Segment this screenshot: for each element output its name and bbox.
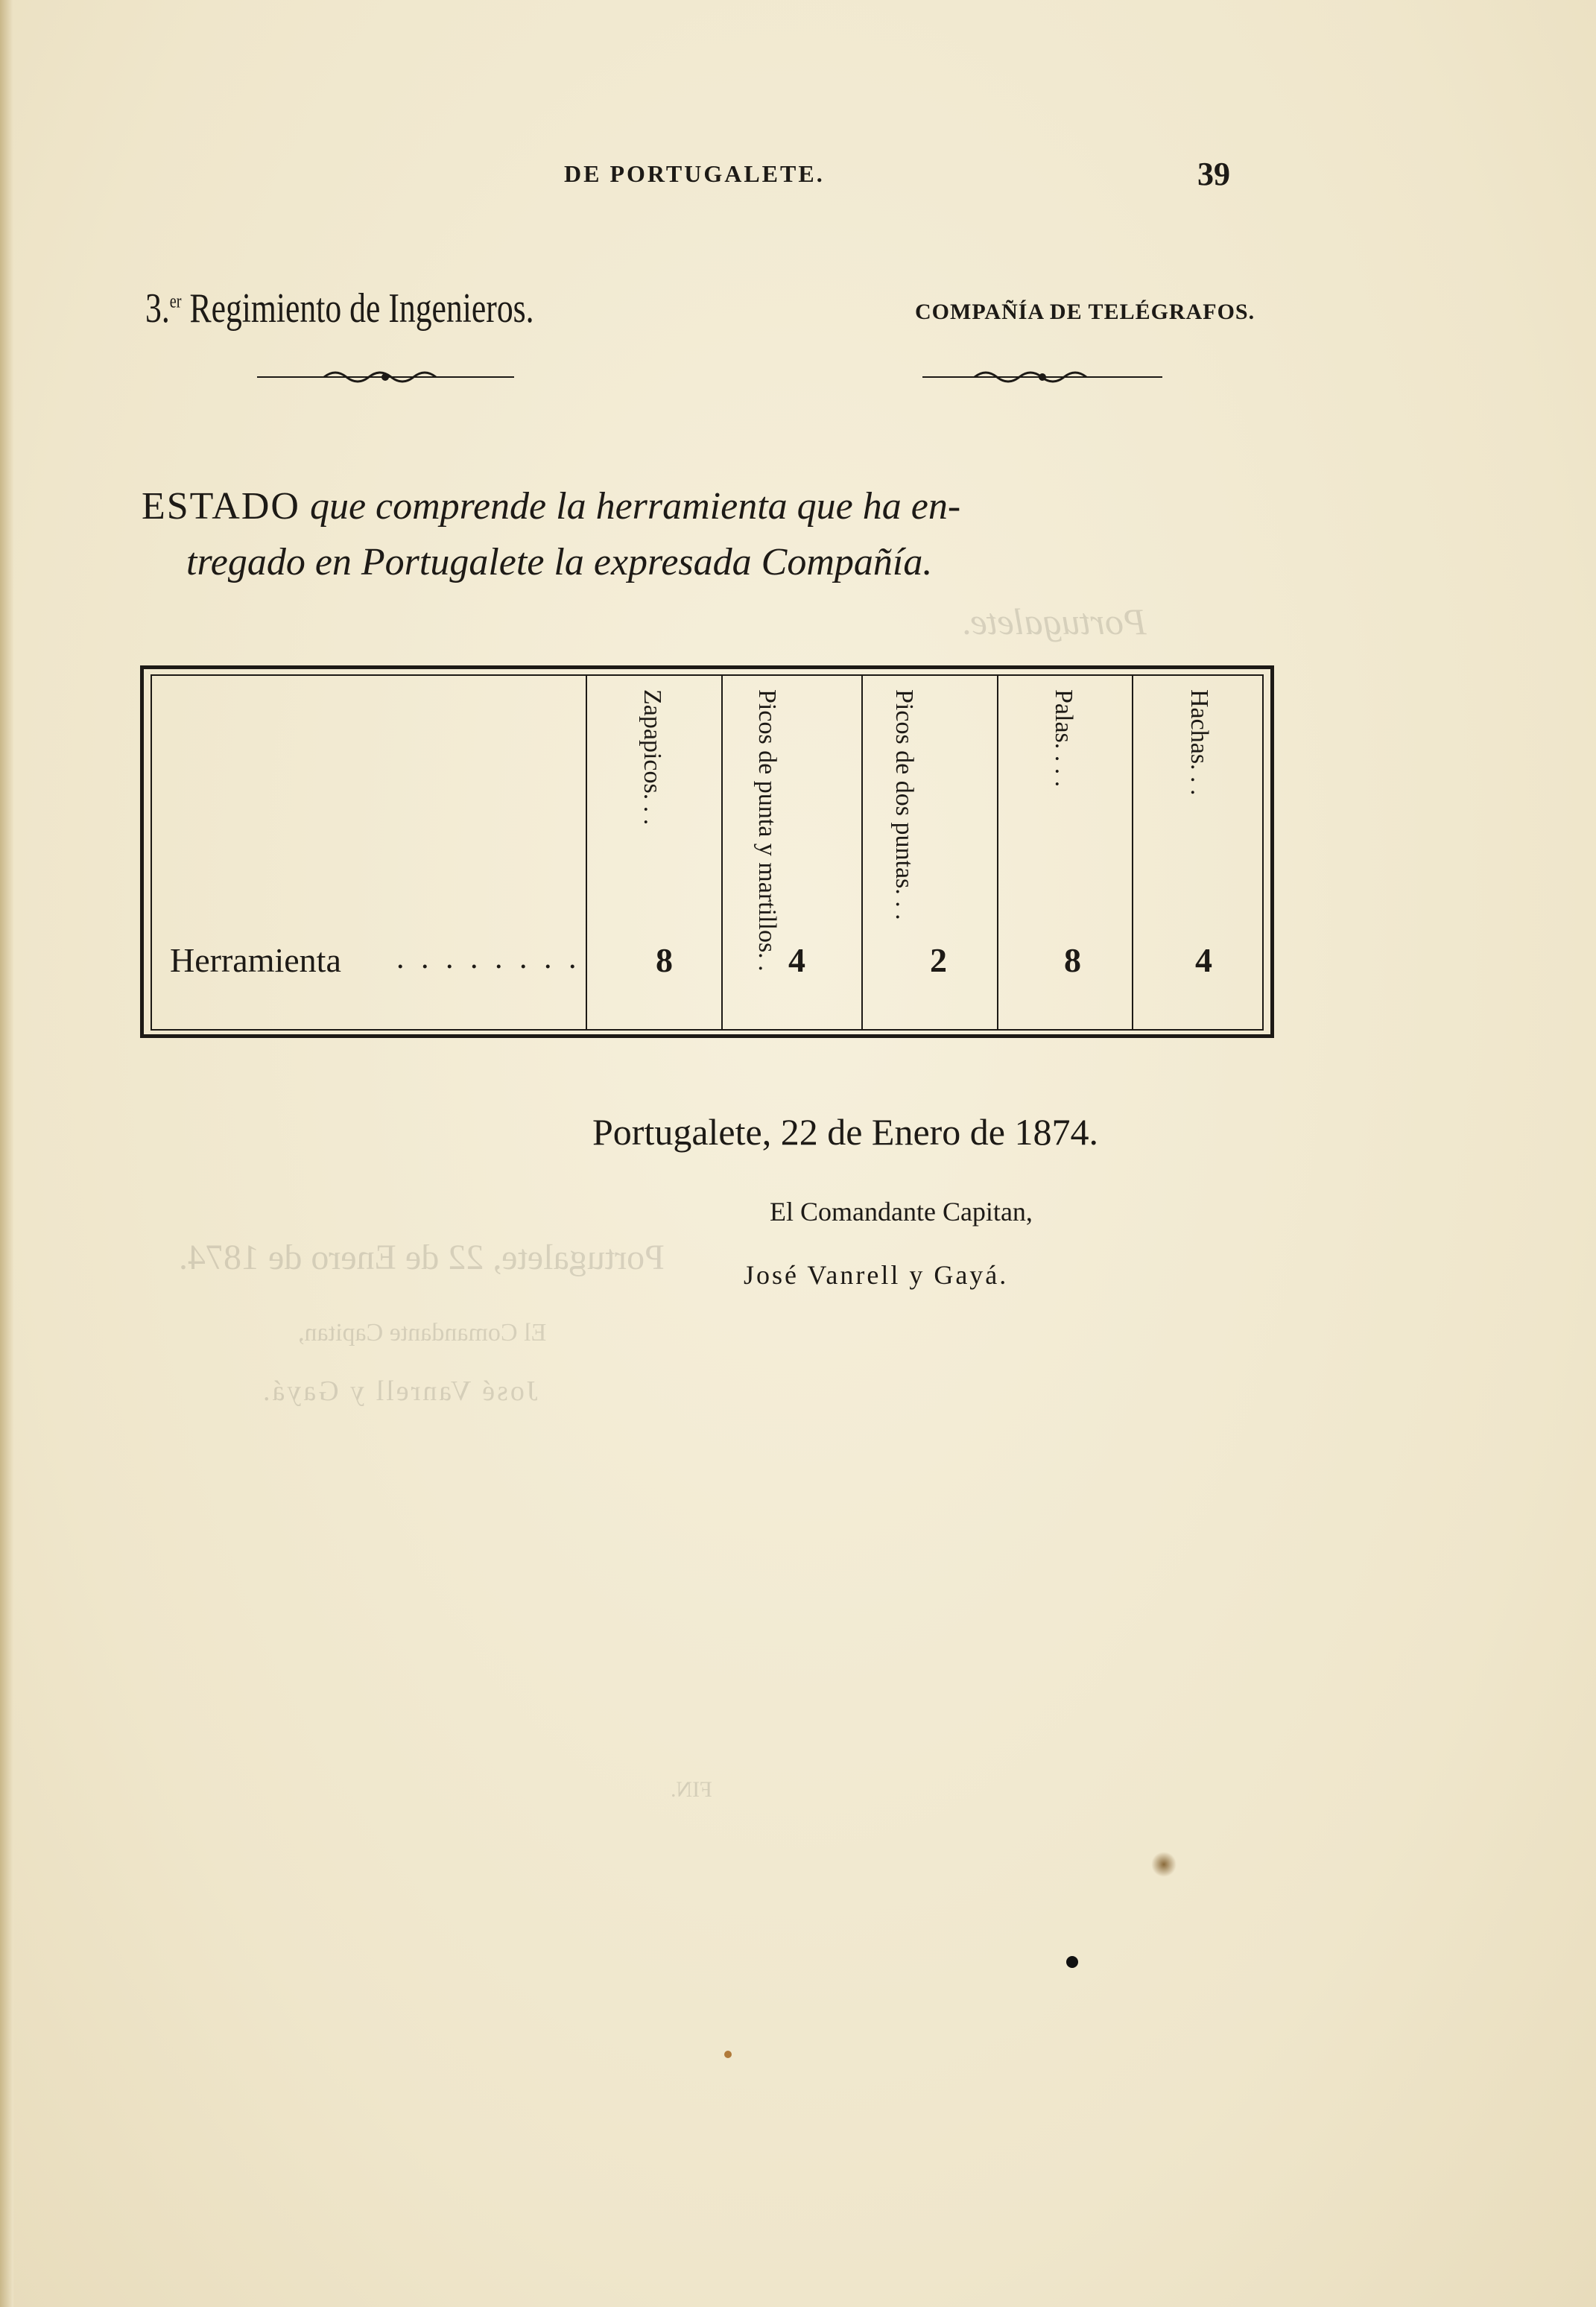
regiment-number: 3. xyxy=(145,285,170,332)
paper-speck xyxy=(724,2051,732,2058)
value-palas: 8 xyxy=(1064,941,1081,979)
signature-title: El Comandante Capitan, xyxy=(770,1197,1033,1227)
place-date-line: Portugalete, 22 de Enero de 1874. xyxy=(592,1111,1098,1153)
bleed-through-title: El Comandante Capitan, xyxy=(298,1319,547,1346)
column-header-picos-punta: Picos de punta y martillos. . xyxy=(753,689,781,972)
column-header-hachas: Hachas. . . xyxy=(1185,689,1213,796)
regiment-name: Regimiento de Ingenieros. xyxy=(189,285,534,332)
ink-dot xyxy=(1066,1956,1078,1968)
statement-line-2: tregado en Portugalete la expresada Compañía. xyxy=(186,541,933,583)
right-ornament xyxy=(922,369,1162,385)
bleed-through-word: Portugalete. xyxy=(961,601,1147,642)
column-divider xyxy=(861,674,863,1031)
column-header-zapapicos: Zapapicos. . . xyxy=(639,689,666,826)
bleed-through-date: Portugalete, 22 de Enero de 1874. xyxy=(179,1238,665,1277)
column-divider xyxy=(721,674,723,1031)
bleed-through-fin: FIN. xyxy=(671,1777,712,1802)
column-divider xyxy=(1132,674,1133,1031)
column-header-picos-dos-puntas: Picos de dos puntas. . . xyxy=(890,689,918,920)
value-hachas: 4 xyxy=(1195,941,1212,979)
signature-surnames: Vanrell y Gayá. xyxy=(807,1260,1009,1290)
row-leader-dots: . . . . . . . . xyxy=(396,941,581,975)
value-picos-dos-puntas: 2 xyxy=(930,941,947,979)
statement-lead: ESTADO xyxy=(142,485,300,528)
column-divider xyxy=(997,674,998,1031)
column-divider xyxy=(586,674,587,1031)
value-picos-punta: 4 xyxy=(788,941,805,979)
bleed-through-name: José Vanrell y Gayá. xyxy=(261,1376,538,1407)
page-edge xyxy=(0,0,13,2307)
column-header-palas: Palas. . . . xyxy=(1050,689,1077,788)
row-label-herramienta: Herramienta xyxy=(170,941,341,979)
signature-first-name: José xyxy=(744,1260,799,1290)
left-ornament xyxy=(257,369,514,385)
regiment-number-sup: er xyxy=(169,290,182,312)
company-heading: COMPAÑÍA DE TELÉGRAFOS. xyxy=(915,300,1255,324)
paper-stain xyxy=(1151,1852,1177,1877)
statement-line-1-text: que comprende la herramienta que ha en- xyxy=(309,485,961,528)
running-head-title: DE PORTUGALETE. xyxy=(564,160,825,187)
value-zapapicos: 8 xyxy=(656,941,673,979)
signature-name xyxy=(744,1259,1008,1291)
statement-line-1 xyxy=(142,484,960,528)
regiment-heading xyxy=(145,285,534,332)
page-number: 39 xyxy=(1197,156,1230,192)
